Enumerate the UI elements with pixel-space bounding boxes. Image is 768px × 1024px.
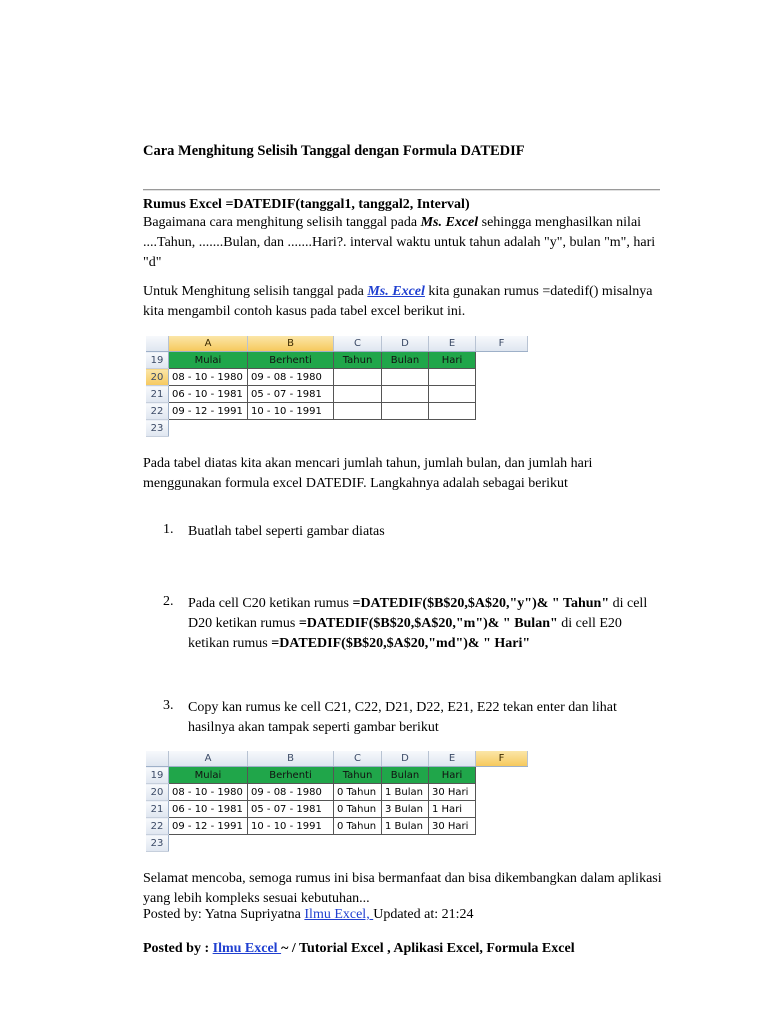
column-d: D [382,336,429,352]
column-e: E [429,751,476,767]
cell-berhenti: 10 - 10 - 1991 [248,403,334,420]
table-row [146,369,528,386]
header-mulai: Mulai [169,767,248,784]
ms-excel-link[interactable]: Ms. Excel [367,284,425,299]
cell-mulai: 08 - 10 - 1980 [169,369,248,386]
step-2-part: di cell D20 ketikan rumus [188,596,648,631]
ilmu-excel-link[interactable]: Ilmu Excel, [304,907,374,922]
empty-cell [476,352,528,369]
header-hari: Hari [429,352,476,369]
cell-bulan: 1 Bulan [382,784,429,801]
row-number: 19 [146,352,169,369]
header-berhenti: Berhenti [248,352,334,369]
intro-text-2: sehingga menghasilkan nilai ....Tahun, .......Bulan, dan .......Hari?. interval waktu untuk tahun adalah "y", bulan "m", hari "d" [143,215,656,270]
table-row [146,767,528,784]
step-1-text: Buatlah tabel seperti gambar diatas [188,524,385,539]
column-header-row [146,751,528,767]
column-a: A [169,751,248,767]
column-b: B [248,751,334,767]
usage-text-2: kita gunakan rumus =datedif() misalnya kita mengambil contoh kasus pada tabel excel berikut ini. [143,284,653,319]
row-number: 19 [146,767,169,784]
footer-categories: ~ / Tutorial Excel , Aplikasi Excel, Formula Excel [281,941,575,956]
cell-berhenti: 05 - 07 - 1981 [248,801,334,818]
cell-hari [429,369,476,386]
closing-paragraph: Selamat mencoba, semoga rumus ini bisa bermanfaat dan bisa dikembangkan dalam aplikasi yang lebih kompleks sesuai kebutuhan... [143,871,662,906]
empty-cell [476,369,528,386]
column-f: F [476,751,528,767]
step-2-text [188,594,658,654]
row-number: 20 [146,784,169,801]
cell-berhenti: 09 - 08 - 1980 [248,784,334,801]
cell-tahun: 0 Tahun [334,801,382,818]
table-row [146,835,528,852]
row-number: 21 [146,801,169,818]
footer-ilmu-excel-link[interactable]: Ilmu Excel [212,941,282,956]
empty-cell [476,386,528,403]
table-row [146,818,528,835]
header-bulan: Bulan [382,352,429,369]
cell-tahun [334,386,382,403]
cell-bulan [382,369,429,386]
step-number: 3. [163,698,174,713]
cell-berhenti: 10 - 10 - 1991 [248,818,334,835]
header-tahun: Tahun [334,767,382,784]
table-row [146,403,528,420]
column-a: A [169,336,248,352]
posted-line [143,905,668,925]
formula-tahun: =DATEDIF($B$20,$A$20,"y")& " Tahun" [352,596,610,611]
row-number: 22 [146,818,169,835]
column-f: F [476,336,528,352]
excel-table-empty [146,336,528,437]
column-header-row [146,336,528,352]
empty-cell [476,784,528,801]
row-number: 23 [146,420,169,437]
empty-cell [476,403,528,420]
usage-text-1: Untuk Menghitung selisih tanggal pada [143,284,368,299]
cell-berhenti: 05 - 07 - 1981 [248,386,334,403]
header-mulai: Mulai [169,352,248,369]
cell-mulai: 09 - 12 - 1991 [169,818,248,835]
header-bulan: Bulan [382,767,429,784]
step-number: 1. [163,522,174,537]
table-row [146,420,528,437]
table-row [146,386,528,403]
cell-hari: 30 Hari [429,784,476,801]
cell-mulai: 06 - 10 - 1981 [169,801,248,818]
formula-hari: =DATEDIF($B$20,$A$20,"md")& " Hari" [271,636,531,651]
usage-paragraph [143,282,668,322]
column-b: B [248,336,334,352]
header-tahun: Tahun [334,352,382,369]
cell-bulan: 3 Bulan [382,801,429,818]
step-2-part: Pada cell C20 ketikan rumus [188,596,353,611]
empty-cell [476,818,528,835]
cell-tahun: 0 Tahun [334,784,382,801]
column-e: E [429,336,476,352]
cell-tahun [334,403,382,420]
cell-bulan [382,403,429,420]
column-c: C [334,751,382,767]
table-row [146,801,528,818]
formula-heading: Rumus Excel =DATEDIF(tanggal1, tanggal2, Interval) [143,197,470,212]
steps-intro-paragraph: Pada tabel diatas kita akan mencari jumlah tahun, jumlah bulan, dan jumlah hari menggunakan formula excel DATEDIF. Langkahnya adalah sebagai berikut [143,456,593,491]
empty-cell [476,801,528,818]
cell-hari [429,403,476,420]
intro-text-1: Bagaimana cara menghitung selisih tanggal pada [143,215,421,230]
updated-time: Updated at: 21:24 [373,907,474,922]
page-title: Cara Menghitung Selisih Tanggal dengan Formula DATEDIF [143,143,525,159]
footer-line [143,939,668,959]
cell-bulan [382,386,429,403]
excel-table-results [146,751,528,852]
row-number: 20 [146,369,169,386]
row-number: 23 [146,835,169,852]
corner-cell [146,751,169,767]
cell-tahun: 0 Tahun [334,818,382,835]
cell-hari: 30 Hari [429,818,476,835]
posted-author: Posted by: Yatna Supriyatna [143,907,305,922]
row-number: 22 [146,403,169,420]
step-2-part: di cell E20 ketikan rumus [188,616,622,651]
footer-label: Posted by : [143,941,213,956]
cell-tahun [334,369,382,386]
cell-berhenti: 09 - 08 - 1980 [248,369,334,386]
divider [143,189,660,191]
cell-hari: 1 Hari [429,801,476,818]
intro-paragraph [143,213,668,273]
step-3-text: Copy kan rumus ke cell C21, C22, D21, D22, E21, E22 tekan enter dan lihat hasilnya akan tampak seperti gambar berikut [188,700,617,735]
row-number: 21 [146,386,169,403]
ms-excel-text: Ms. Excel [420,215,479,230]
formula-bulan: =DATEDIF($B$20,$A$20,"m")& " Bulan" [298,616,558,631]
table-row [146,784,528,801]
cell-mulai: 08 - 10 - 1980 [169,784,248,801]
cell-bulan: 1 Bulan [382,818,429,835]
header-berhenti: Berhenti [248,767,334,784]
empty-cell [476,767,528,784]
corner-cell [146,336,169,352]
cell-hari [429,386,476,403]
cell-mulai: 09 - 12 - 1991 [169,403,248,420]
table-row [146,352,528,369]
column-d: D [382,751,429,767]
cell-mulai: 06 - 10 - 1981 [169,386,248,403]
step-number: 2. [163,594,174,609]
column-c: C [334,336,382,352]
header-hari: Hari [429,767,476,784]
